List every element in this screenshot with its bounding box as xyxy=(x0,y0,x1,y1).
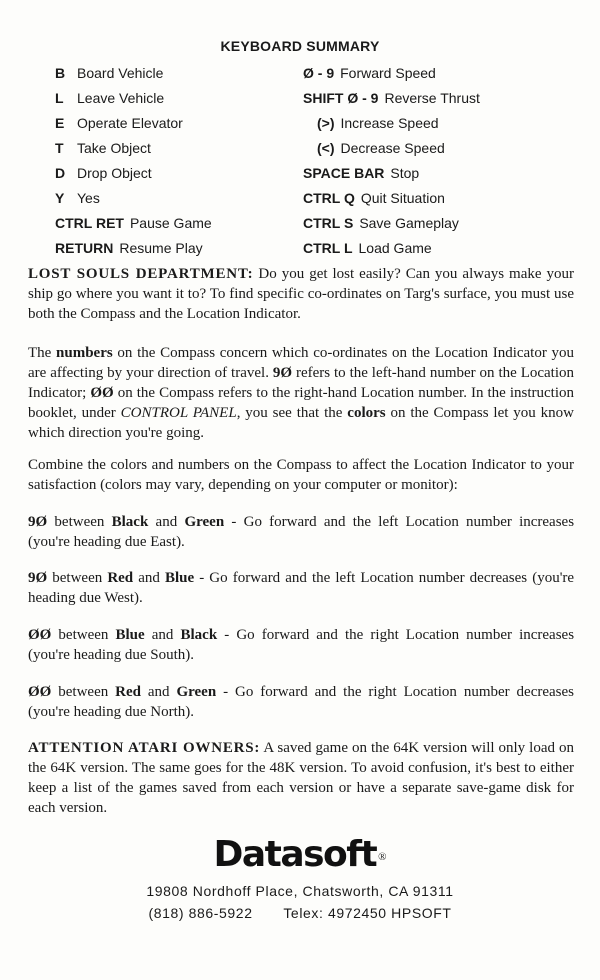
key-row xyxy=(303,138,480,163)
key-name: D xyxy=(55,165,66,181)
key-row xyxy=(55,138,212,163)
key-action: Forward Speed xyxy=(340,65,436,81)
text-run: , you see that the xyxy=(236,405,343,421)
text-run: on the Compass refers to the right-hand Location number. In the instruction booklet, under xyxy=(28,385,575,421)
telex-number: Telex: 4972450 HPSOFT xyxy=(283,905,452,921)
key-name: CTRL S xyxy=(303,215,354,231)
key-name: CTRL L xyxy=(303,240,353,256)
key-action: Board Vehicle xyxy=(77,65,164,81)
text-run: on the Compass let you know which direction you're going. xyxy=(28,405,575,441)
key-row xyxy=(303,63,480,88)
text-run: and xyxy=(151,627,174,643)
key-row xyxy=(55,63,212,88)
text-run: between xyxy=(58,684,109,700)
key-action: Save Gameplay xyxy=(359,215,459,231)
atari-heading: ATTENTION ATARI OWNERS: xyxy=(28,740,261,756)
lost-souls-text: Do you get lost easily? Can you always make your ship go where you want it to? To find specific co-ordinates on Targ's surface, you must use both the Compass and the Location Indicator. xyxy=(28,266,574,322)
key-action: Yes xyxy=(77,190,100,206)
atari-paragraph xyxy=(28,738,574,818)
registered-mark: ® xyxy=(378,850,387,863)
datasoft-logo xyxy=(0,834,600,875)
key-action: Load Game xyxy=(358,240,432,256)
compass-number: 9Ø xyxy=(28,514,48,530)
color-term: Green xyxy=(176,684,217,700)
logo-wordmark: Datasoft xyxy=(213,834,377,875)
direction-east xyxy=(28,512,574,552)
key-row xyxy=(303,88,480,113)
key-action: Resume Play xyxy=(119,240,203,256)
direction-west xyxy=(28,568,574,608)
key-row xyxy=(55,238,212,263)
keyboard-left-column xyxy=(55,63,212,263)
key-name: Y xyxy=(55,190,65,206)
phone-number: (818) 886-5922 xyxy=(148,905,253,921)
text-run: and xyxy=(138,570,160,586)
key-name: SPACE BAR xyxy=(303,165,385,181)
key-name: SHIFT Ø - 9 xyxy=(303,90,379,106)
key-name: CTRL RET xyxy=(55,215,124,231)
text-run: - Go forward and the left Location number increases (you're heading due East). xyxy=(28,514,575,550)
numbers-paragraph xyxy=(28,343,574,443)
color-term: Black xyxy=(111,514,149,530)
bold-term: colors xyxy=(347,405,386,421)
key-name: T xyxy=(55,140,64,156)
key-name: CTRL Q xyxy=(303,190,355,206)
key-row xyxy=(55,113,212,138)
lost-souls-paragraph xyxy=(28,264,574,324)
text-run: refers to the left-hand number on the Location Indicator; xyxy=(28,365,575,401)
text-run: - Go forward and the right Location number decreases (you're heading due North). xyxy=(28,684,575,720)
color-term: Blue xyxy=(164,570,195,586)
compass-number: ØØ xyxy=(28,684,52,700)
text-run: and xyxy=(147,684,170,700)
key-action: Reverse Thrust xyxy=(384,90,480,106)
key-action: Drop Object xyxy=(77,165,152,181)
key-name: L xyxy=(55,90,64,106)
key-name: (<) xyxy=(317,140,335,156)
text-run: - Go forward and the right Location number increases (you're heading due South). xyxy=(28,627,575,663)
text-run: - Go forward and the left Location number decreases (you're heading due West). xyxy=(28,570,575,606)
text-run: between xyxy=(52,570,103,586)
text-run: between xyxy=(58,627,109,643)
combine-paragraph: Combine the colors and numbers on the Compass to affect the Location Indicator to your satisfaction (colors may vary, depending on your computer or monitor): xyxy=(28,457,574,493)
color-term: Black xyxy=(180,627,218,643)
keyboard-summary-title: KEYBOARD SUMMARY xyxy=(220,38,380,54)
bold-term: 9Ø xyxy=(272,365,293,381)
key-row xyxy=(303,113,480,138)
key-action: Increase Speed xyxy=(340,115,439,131)
key-row xyxy=(303,163,480,188)
key-action: Stop xyxy=(390,165,420,181)
key-name: E xyxy=(55,115,65,131)
contact-line xyxy=(0,905,600,921)
key-row xyxy=(55,188,212,213)
text-run: The xyxy=(28,345,52,361)
color-term: Blue xyxy=(115,627,145,643)
key-row xyxy=(303,213,480,238)
key-name: B xyxy=(55,65,66,81)
key-action: Leave Vehicle xyxy=(77,90,165,106)
bold-term: numbers xyxy=(56,345,113,361)
compass-number: 9Ø xyxy=(28,570,48,586)
atari-text: A saved game on the 64K version will only load on the 64K version. The same goes for the 48K version. To avoid confusion, it's best to either keep a list of the games saved from each version or have a separate save-game disk for each version. xyxy=(28,740,574,816)
text-run: between xyxy=(54,514,105,530)
key-row xyxy=(303,188,480,213)
key-name: (>) xyxy=(317,115,335,131)
color-term: Red xyxy=(115,684,141,700)
key-row xyxy=(55,88,212,113)
key-row xyxy=(55,163,212,188)
key-action: Quit Situation xyxy=(360,190,445,206)
compass-number: ØØ xyxy=(28,627,52,643)
text-run: on the Compass concern which co-ordinates on the Location Indicator you are affecting by your direction of travel. xyxy=(28,345,575,381)
key-action: Pause Game xyxy=(129,215,212,231)
key-action: Decrease Speed xyxy=(340,140,445,156)
bold-term: ØØ xyxy=(90,385,114,401)
key-action: Operate Elevator xyxy=(77,115,183,131)
direction-north xyxy=(28,682,574,722)
direction-south xyxy=(28,625,574,665)
keyboard-right-column xyxy=(303,63,480,263)
key-name: Ø - 9 xyxy=(303,65,335,81)
key-name: RETURN xyxy=(55,240,114,256)
key-row xyxy=(55,213,212,238)
company-address: 19808 Nordhoff Place, Chatsworth, CA 91311 xyxy=(146,883,454,899)
italic-term: CONTROL PANEL xyxy=(120,405,237,421)
key-row xyxy=(303,238,480,263)
lost-souls-heading: LOST SOULS DEPARTMENT: xyxy=(28,266,254,282)
color-term: Red xyxy=(107,570,134,586)
color-term: Green xyxy=(184,514,225,530)
text-run: and xyxy=(155,514,178,530)
key-action: Take Object xyxy=(77,140,151,156)
